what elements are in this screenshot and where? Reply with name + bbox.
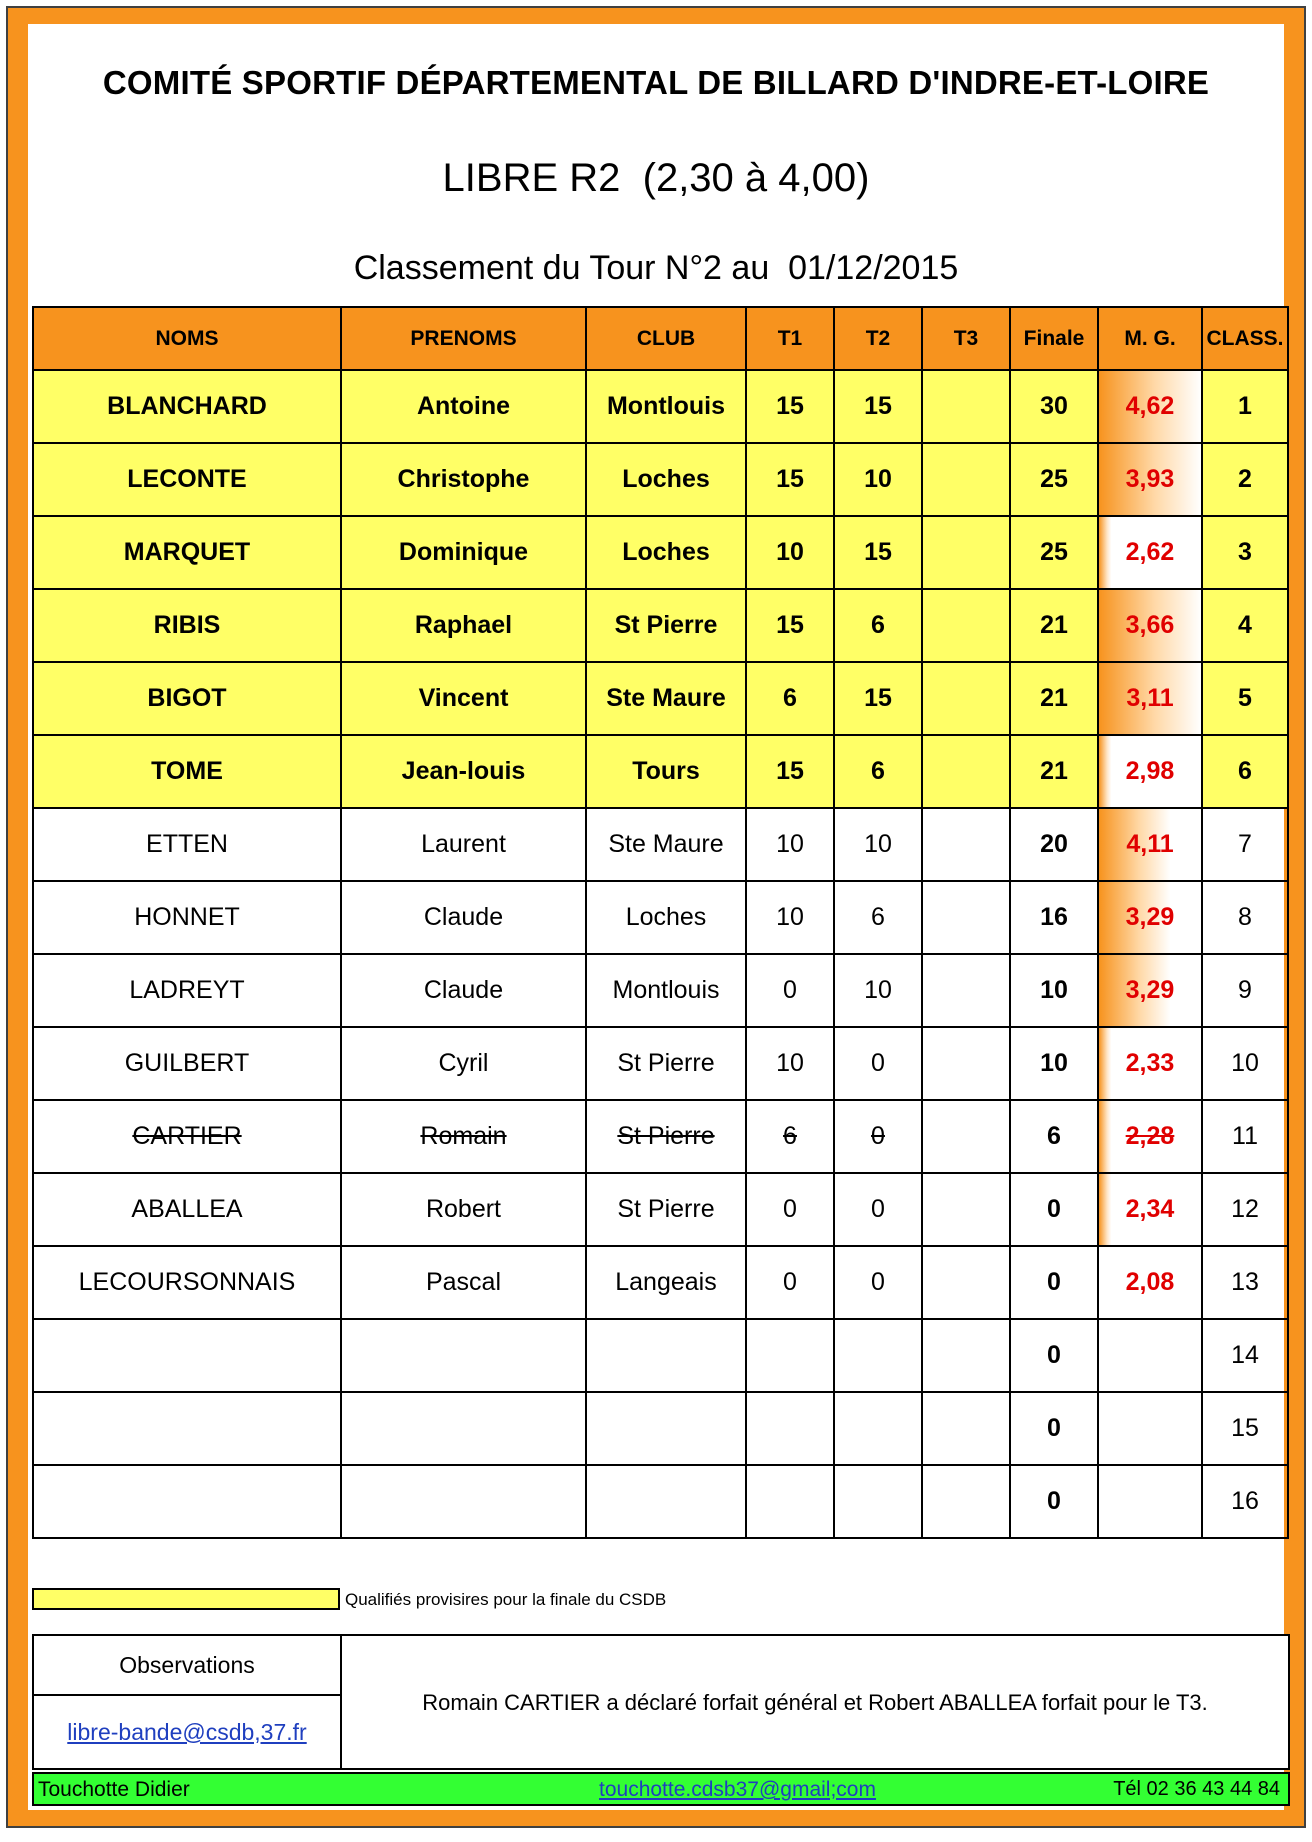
class-cell xyxy=(1202,881,1288,954)
mg-cell-text: 2,98 xyxy=(1125,757,1175,785)
t2-cell-text: 10 xyxy=(864,976,892,1004)
t1-cell-text: 10 xyxy=(776,830,804,858)
nom-cell xyxy=(33,516,341,589)
mg-cell xyxy=(1098,954,1202,1027)
finale-cell-text: 10 xyxy=(1040,1049,1068,1077)
col-header-class: CLASS. xyxy=(1202,307,1288,370)
prenom-cell xyxy=(341,881,586,954)
class-cell xyxy=(1202,808,1288,881)
class-cell-text: 9 xyxy=(1238,976,1252,1004)
mg-cell xyxy=(1098,735,1202,808)
t2-cell xyxy=(834,735,922,808)
mg-cell xyxy=(1098,1465,1202,1538)
t3-cell xyxy=(922,1246,1010,1319)
club-cell-text: Loches xyxy=(622,465,710,493)
prenom-cell xyxy=(341,1465,586,1538)
table-row xyxy=(33,1246,1288,1319)
club-cell xyxy=(586,1246,746,1319)
category-subtitle: LIBRE R2 (2,30 à 4,00) xyxy=(442,156,870,200)
class-cell xyxy=(1202,1392,1288,1465)
finale-cell xyxy=(1010,1465,1098,1538)
prenom-cell xyxy=(341,443,586,516)
club-cell xyxy=(586,881,746,954)
nom-cell xyxy=(33,662,341,735)
prenom-cell-text: Pascal xyxy=(425,1268,502,1296)
nom-cell xyxy=(33,808,341,881)
class-cell-text: 2 xyxy=(1238,465,1252,493)
class-cell-text: 16 xyxy=(1231,1487,1259,1515)
t2-cell-text: 15 xyxy=(864,684,892,712)
t2-cell xyxy=(834,1465,922,1538)
mg-cell-text: 3,93 xyxy=(1125,465,1175,493)
prenom-cell xyxy=(341,735,586,808)
club-cell-text: St Pierre xyxy=(617,1049,715,1077)
nom-cell-text: ETTEN xyxy=(146,830,228,858)
class-cell xyxy=(1202,954,1288,1027)
t2-cell-text: 6 xyxy=(871,611,885,639)
mg-cell xyxy=(1098,443,1202,516)
committee-title: COMITÉ SPORTIF DÉPARTEMENTAL DE BILLARD D'INDRE-ET-LOIRE xyxy=(102,64,1210,101)
t1-cell xyxy=(746,589,834,662)
t2-cell xyxy=(834,1319,922,1392)
t1-cell xyxy=(746,1465,834,1538)
t2-cell xyxy=(834,808,922,881)
club-cell-text: Montlouis xyxy=(606,392,726,420)
t3-cell xyxy=(922,1319,1010,1392)
finale-cell xyxy=(1010,1173,1098,1246)
nom-cell-text: LADREYT xyxy=(129,976,245,1004)
t2-cell xyxy=(834,1246,922,1319)
club-cell xyxy=(586,1392,746,1465)
finale-cell-text: 0 xyxy=(1047,1195,1061,1223)
t3-cell xyxy=(922,881,1010,954)
finale-cell-text: 16 xyxy=(1040,903,1068,931)
finale-cell-text: 0 xyxy=(1047,1268,1061,1296)
prenom-cell-text: Vincent xyxy=(418,684,509,712)
qualified-legend-swatch xyxy=(32,1588,340,1610)
t1-cell-text: 15 xyxy=(776,465,804,493)
prenom-cell xyxy=(341,1100,586,1173)
prenom-cell-text: Jean-louis xyxy=(401,757,526,785)
t1-cell xyxy=(746,370,834,443)
mg-cell xyxy=(1098,589,1202,662)
nom-cell-text: LECONTE xyxy=(127,465,247,493)
finale-cell xyxy=(1010,1100,1098,1173)
class-cell xyxy=(1202,443,1288,516)
t1-cell xyxy=(746,1319,834,1392)
observations-email-link[interactable]: libre-bande@csdb,37.fr xyxy=(67,1719,307,1745)
class-cell xyxy=(1202,1319,1288,1392)
club-cell-text: Loches xyxy=(625,903,707,931)
table-row xyxy=(33,1465,1288,1538)
mg-cell xyxy=(1098,1319,1202,1392)
t3-cell xyxy=(922,954,1010,1027)
class-cell-text: 13 xyxy=(1231,1268,1259,1296)
t2-cell xyxy=(834,881,922,954)
nom-cell xyxy=(33,881,341,954)
club-cell-text: St Pierre xyxy=(614,611,718,639)
nom-cell xyxy=(33,1100,341,1173)
t1-cell-text: 15 xyxy=(776,757,804,785)
prenom-cell xyxy=(341,589,586,662)
prenom-cell-text: Raphael xyxy=(414,611,513,639)
t2-cell-text: 6 xyxy=(871,903,885,931)
finale-cell-text: 25 xyxy=(1040,465,1068,493)
round-title: Classement du Tour N°2 au 01/12/2015 xyxy=(353,249,959,287)
table-row xyxy=(33,443,1288,516)
observations-left xyxy=(34,1636,342,1768)
t3-cell xyxy=(922,808,1010,881)
finale-cell xyxy=(1010,1246,1098,1319)
col-header-prenoms: PRENOMS xyxy=(341,307,586,370)
nom-cell xyxy=(33,1246,341,1319)
finale-cell-text: 0 xyxy=(1047,1487,1061,1515)
table-row xyxy=(33,662,1288,735)
table-header-row xyxy=(33,307,1288,370)
finale-cell-text: 21 xyxy=(1040,684,1068,712)
qualified-legend-text: Qualifiés provisires pour la finale du CSDB xyxy=(345,1590,667,1609)
mg-cell-text: 3,66 xyxy=(1125,611,1175,639)
club-cell-text: Langeais xyxy=(615,1268,717,1296)
club-cell xyxy=(586,370,746,443)
class-cell xyxy=(1202,1027,1288,1100)
class-cell xyxy=(1202,516,1288,589)
t1-cell-text: 6 xyxy=(783,1122,797,1150)
nom-cell-text: GUILBERT xyxy=(124,1049,250,1077)
finale-cell-text: 20 xyxy=(1040,830,1068,858)
finale-cell-text: 0 xyxy=(1047,1341,1061,1369)
mg-cell xyxy=(1098,1027,1202,1100)
mg-cell xyxy=(1098,662,1202,735)
club-cell xyxy=(586,1465,746,1538)
nom-cell-text: HONNET xyxy=(134,903,240,931)
t3-cell xyxy=(922,1465,1010,1538)
t3-cell xyxy=(922,1392,1010,1465)
nom-cell xyxy=(33,589,341,662)
t1-cell xyxy=(746,662,834,735)
prenom-cell xyxy=(341,954,586,1027)
mg-cell-text: 3,29 xyxy=(1125,903,1175,931)
t2-cell xyxy=(834,589,922,662)
prenom-cell xyxy=(341,662,586,735)
t1-cell xyxy=(746,1100,834,1173)
class-cell-text: 10 xyxy=(1231,1049,1259,1077)
observations-note: Romain CARTIER a déclaré forfait général et Robert ABALLEA forfait pour le T3. xyxy=(422,1690,1208,1715)
club-cell xyxy=(586,662,746,735)
nom-cell xyxy=(33,1465,341,1538)
prenom-cell-text: Antoine xyxy=(416,392,511,420)
finale-cell-text: 10 xyxy=(1040,976,1068,1004)
footer-bar xyxy=(32,1772,1290,1806)
nom-cell xyxy=(33,735,341,808)
class-cell-text: 11 xyxy=(1232,1122,1258,1150)
col-header-finale: Finale xyxy=(1010,307,1098,370)
prenom-cell-text: Claude xyxy=(423,976,504,1004)
prenom-cell-text: Laurent xyxy=(421,830,506,858)
mg-cell xyxy=(1098,808,1202,881)
club-cell xyxy=(586,808,746,881)
finale-cell xyxy=(1010,881,1098,954)
finale-cell-text: 25 xyxy=(1040,538,1068,566)
footer-phone: Tél 02 36 43 44 84 xyxy=(1113,1778,1280,1800)
col-header-noms: NOMS xyxy=(33,307,341,370)
t1-cell-text: 6 xyxy=(783,684,797,712)
t3-cell xyxy=(922,516,1010,589)
club-cell xyxy=(586,589,746,662)
t3-cell xyxy=(922,1173,1010,1246)
table-row xyxy=(33,808,1288,881)
finale-cell-text: 0 xyxy=(1047,1414,1061,1442)
prenom-cell xyxy=(341,1173,586,1246)
nom-cell xyxy=(33,1319,341,1392)
class-cell xyxy=(1202,1465,1288,1538)
t1-cell xyxy=(746,735,834,808)
t1-cell xyxy=(746,881,834,954)
t1-cell xyxy=(746,1173,834,1246)
table-row xyxy=(33,1173,1288,1246)
t2-cell-text: 6 xyxy=(871,757,885,785)
nom-cell-text: CARTIER xyxy=(132,1122,242,1150)
prenom-cell-text: Cyril xyxy=(438,1049,489,1077)
prenom-cell xyxy=(341,516,586,589)
t3-cell xyxy=(922,589,1010,662)
mg-cell-text: 2,08 xyxy=(1125,1268,1175,1296)
finale-cell xyxy=(1010,589,1098,662)
mg-cell xyxy=(1098,1100,1202,1173)
finale-cell xyxy=(1010,662,1098,735)
club-cell xyxy=(586,516,746,589)
nom-cell-text: LECOURSONNAIS xyxy=(78,1268,296,1296)
table-row xyxy=(33,1027,1288,1100)
prenom-cell-text: Christophe xyxy=(397,465,530,493)
mg-cell-text: 2,28 xyxy=(1125,1122,1175,1150)
finale-cell-text: 21 xyxy=(1040,757,1068,785)
prenom-cell xyxy=(341,1246,586,1319)
t1-cell-text: 15 xyxy=(776,392,804,420)
t2-cell-text: 10 xyxy=(864,830,892,858)
club-cell xyxy=(586,1100,746,1173)
footer-email-link[interactable]: touchotte.cdsb37@gmail;com xyxy=(599,1778,876,1801)
prenom-cell xyxy=(341,1392,586,1465)
class-cell xyxy=(1202,1173,1288,1246)
prenom-cell xyxy=(341,1027,586,1100)
t1-cell xyxy=(746,1027,834,1100)
mg-cell-text: 2,33 xyxy=(1125,1049,1175,1077)
t2-cell xyxy=(834,516,922,589)
t2-cell xyxy=(834,662,922,735)
mg-cell-text: 3,29 xyxy=(1125,976,1175,1004)
mg-cell xyxy=(1098,516,1202,589)
t1-cell-text: 0 xyxy=(783,1195,797,1223)
observations-box xyxy=(32,1634,1290,1770)
table-row xyxy=(33,370,1288,443)
t2-cell xyxy=(834,370,922,443)
class-cell xyxy=(1202,1246,1288,1319)
t1-cell-text: 0 xyxy=(783,1268,797,1296)
prenom-cell xyxy=(341,1319,586,1392)
class-cell-text: 15 xyxy=(1231,1414,1259,1442)
finale-cell-text: 21 xyxy=(1040,611,1068,639)
finale-cell xyxy=(1010,954,1098,1027)
table-row xyxy=(33,954,1288,1027)
club-cell xyxy=(586,1319,746,1392)
nom-cell xyxy=(33,954,341,1027)
club-cell-text: Loches xyxy=(622,538,710,566)
mg-cell xyxy=(1098,1173,1202,1246)
club-cell-text: Ste Maure xyxy=(606,684,726,712)
club-cell-text: Ste Maure xyxy=(608,830,724,858)
finale-cell-text: 30 xyxy=(1040,392,1068,420)
col-header-club: CLUB xyxy=(586,307,746,370)
t1-cell xyxy=(746,808,834,881)
t3-cell xyxy=(922,1100,1010,1173)
t2-cell-text: 0 xyxy=(871,1122,885,1150)
class-cell xyxy=(1202,370,1288,443)
class-cell-text: 8 xyxy=(1238,903,1252,931)
t1-cell-text: 15 xyxy=(776,611,804,639)
club-cell-text: St Pierre xyxy=(617,1195,715,1223)
class-cell-text: 1 xyxy=(1238,392,1252,420)
t2-cell-text: 10 xyxy=(864,465,892,493)
finale-cell xyxy=(1010,1392,1098,1465)
nom-cell-text: BLANCHARD xyxy=(107,392,267,420)
class-cell xyxy=(1202,735,1288,808)
mg-cell xyxy=(1098,370,1202,443)
club-cell xyxy=(586,1173,746,1246)
mg-cell xyxy=(1098,881,1202,954)
nom-cell-text: TOME xyxy=(151,757,223,785)
finale-cell xyxy=(1010,370,1098,443)
t2-cell-text: 0 xyxy=(871,1195,885,1223)
observations-label: Observations xyxy=(34,1636,340,1696)
class-cell-text: 7 xyxy=(1238,830,1252,858)
col-header-t1: T1 xyxy=(746,307,834,370)
nom-cell-text: ABALLEA xyxy=(131,1195,243,1223)
table-row xyxy=(33,516,1288,589)
class-cell-text: 5 xyxy=(1238,684,1252,712)
class-cell xyxy=(1202,589,1288,662)
class-cell-text: 12 xyxy=(1231,1195,1259,1223)
class-cell xyxy=(1202,1100,1288,1173)
club-cell xyxy=(586,443,746,516)
nom-cell xyxy=(33,1027,341,1100)
nom-cell-text: MARQUET xyxy=(123,538,251,566)
t3-cell xyxy=(922,662,1010,735)
col-header-mg: M. G. xyxy=(1098,307,1202,370)
t2-cell xyxy=(834,1173,922,1246)
prenom-cell-text: Claude xyxy=(423,903,504,931)
t1-cell-text: 10 xyxy=(776,903,804,931)
class-cell-text: 3 xyxy=(1238,538,1252,566)
mg-cell-text: 3,11 xyxy=(1126,684,1174,712)
table-row xyxy=(33,881,1288,954)
finale-cell-text: 6 xyxy=(1047,1122,1061,1150)
t2-cell xyxy=(834,1100,922,1173)
t2-cell-text: 0 xyxy=(871,1049,885,1077)
t2-cell xyxy=(834,1027,922,1100)
club-cell xyxy=(586,954,746,1027)
finale-cell xyxy=(1010,516,1098,589)
prenom-cell-text: Romain xyxy=(420,1122,507,1150)
t1-cell xyxy=(746,1246,834,1319)
table-row xyxy=(33,1392,1288,1465)
mg-cell-text: 2,34 xyxy=(1125,1195,1175,1223)
nom-cell xyxy=(33,370,341,443)
class-cell-text: 4 xyxy=(1238,611,1252,639)
club-cell xyxy=(586,735,746,808)
t1-cell xyxy=(746,1392,834,1465)
class-cell-text: 6 xyxy=(1238,757,1252,785)
footer-name: Touchotte Didier xyxy=(38,1778,190,1801)
prenom-cell xyxy=(341,370,586,443)
t3-cell xyxy=(922,443,1010,516)
prenom-cell-text: Robert xyxy=(425,1195,502,1223)
prenom-cell xyxy=(341,808,586,881)
finale-cell xyxy=(1010,1319,1098,1392)
t2-cell-text: 15 xyxy=(864,538,892,566)
finale-cell xyxy=(1010,443,1098,516)
table-row xyxy=(33,1100,1288,1173)
mg-cell-text: 2,62 xyxy=(1125,538,1175,566)
t1-cell-text: 10 xyxy=(776,1049,804,1077)
nom-cell-text: RIBIS xyxy=(153,611,221,639)
nom-cell xyxy=(33,1173,341,1246)
mg-cell xyxy=(1098,1246,1202,1319)
mg-cell-text: 4,11 xyxy=(1126,830,1174,858)
mg-cell xyxy=(1098,1392,1202,1465)
t3-cell xyxy=(922,735,1010,808)
table-row xyxy=(33,735,1288,808)
nom-cell-text: BIGOT xyxy=(147,684,227,712)
nom-cell xyxy=(33,443,341,516)
ranking-table xyxy=(32,306,1289,1539)
finale-cell xyxy=(1010,735,1098,808)
t2-cell-text: 0 xyxy=(871,1268,885,1296)
t1-cell xyxy=(746,516,834,589)
t2-cell xyxy=(834,443,922,516)
t1-cell xyxy=(746,954,834,1027)
class-cell-text: 14 xyxy=(1231,1341,1259,1369)
club-cell xyxy=(586,1027,746,1100)
t3-cell xyxy=(922,1027,1010,1100)
t1-cell xyxy=(746,443,834,516)
table-row xyxy=(33,589,1288,662)
t1-cell-text: 0 xyxy=(783,976,797,1004)
col-header-t3: T3 xyxy=(922,307,1010,370)
t3-cell xyxy=(922,370,1010,443)
table-row xyxy=(33,1319,1288,1392)
t1-cell-text: 10 xyxy=(776,538,804,566)
prenom-cell-text: Dominique xyxy=(398,538,529,566)
nom-cell xyxy=(33,1392,341,1465)
mg-cell-text: 4,62 xyxy=(1125,392,1175,420)
class-cell xyxy=(1202,662,1288,735)
club-cell-text: Montlouis xyxy=(612,976,720,1004)
t2-cell-text: 15 xyxy=(864,392,892,420)
finale-cell xyxy=(1010,1027,1098,1100)
t2-cell xyxy=(834,954,922,1027)
club-cell-text: Tours xyxy=(632,757,700,785)
finale-cell xyxy=(1010,808,1098,881)
t2-cell xyxy=(834,1392,922,1465)
club-cell-text: St Pierre xyxy=(617,1122,715,1150)
col-header-t2: T2 xyxy=(834,307,922,370)
